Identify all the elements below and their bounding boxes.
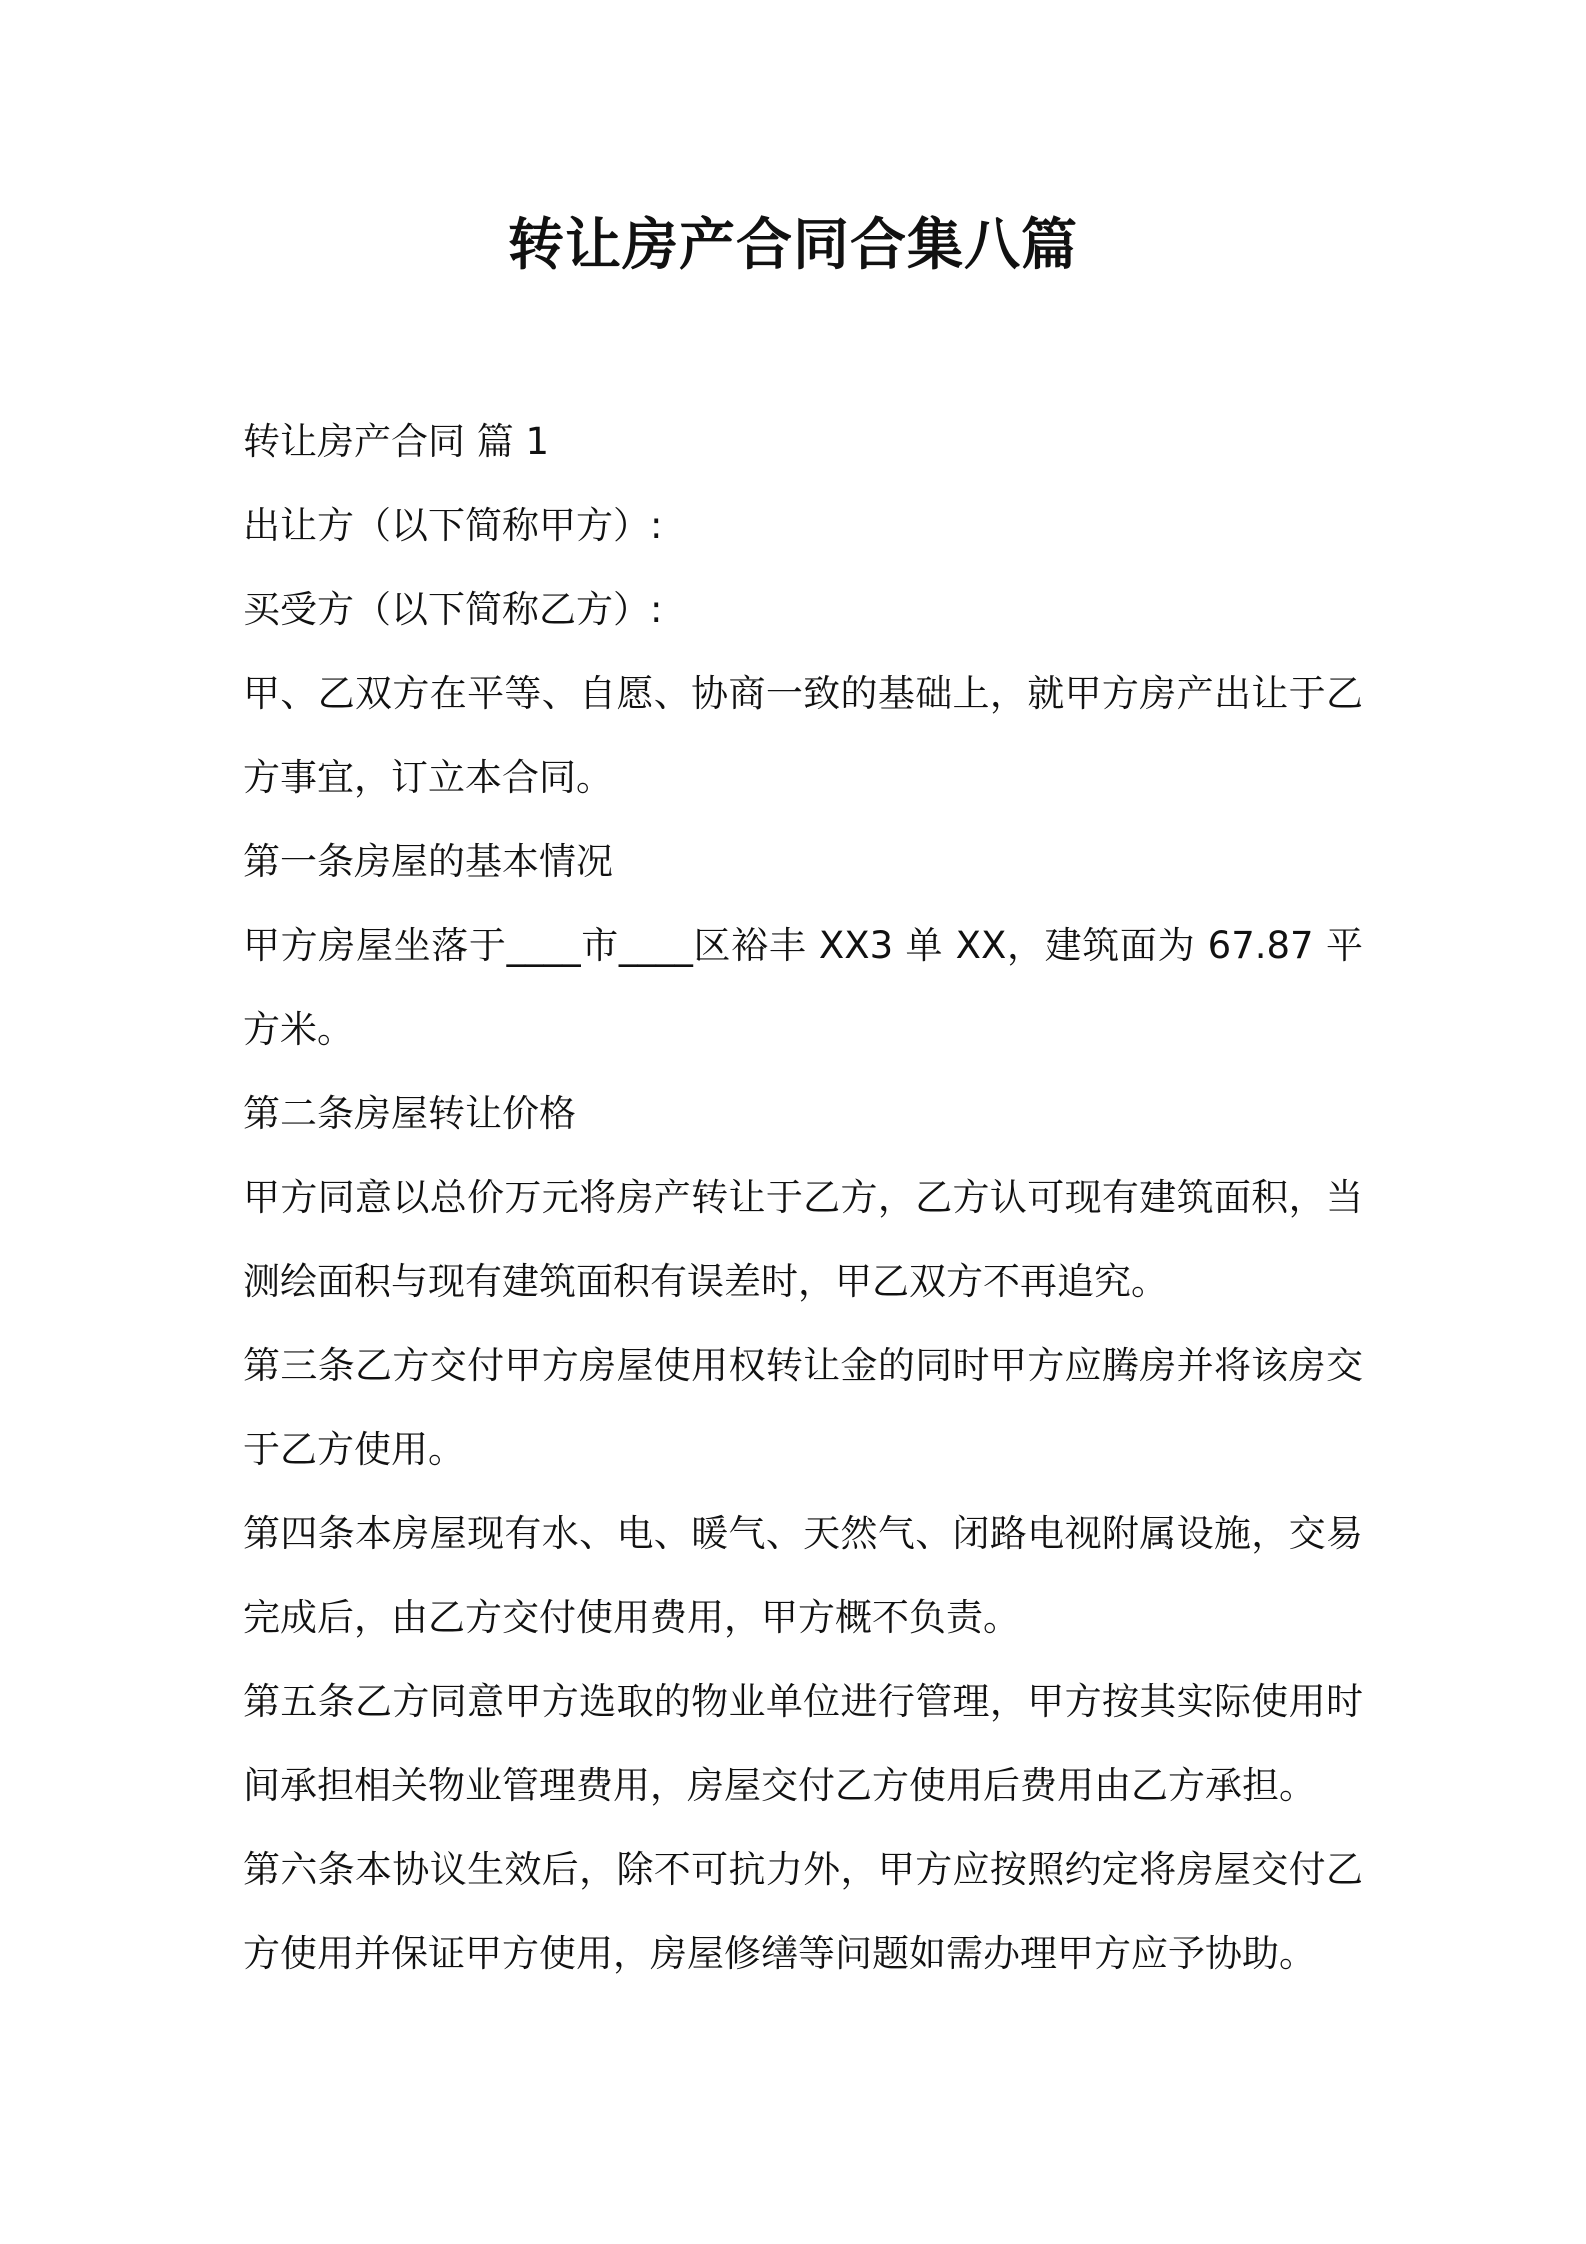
article-4-paragraph: 第四条本房屋现有水、电、暖气、天然气、闭路电视附属设施，交易完成后，由乙方交付使用费用，甲方概不负责。 — [243, 1512, 1363, 1639]
article-6-paragraph: 第六条本协议生效后，除不可抗力外，甲方应按照约定将房屋交付乙方使用并保证甲方使用，房屋修缮等问题如需办理甲方应予协助。 — [243, 1848, 1363, 1975]
document-title: 转让房产合同合集八篇 — [508, 213, 1078, 278]
preamble-paragraph: 甲、乙双方在平等、自愿、协商一致的基础上，就甲方房产出让于乙方事宜，订立本合同。 — [243, 672, 1363, 799]
seller-line: 出让方（以下简称甲方）: — [243, 504, 663, 547]
article-2-paragraph: 甲方同意以总价万元将房产转让于乙方，乙方认可现有建筑面积，当测绘面积与现有建筑面积有误差时，甲乙双方不再追究。 — [243, 1176, 1363, 1303]
article-1-heading: 第一条房屋的基本情况 — [243, 840, 613, 883]
article-3-paragraph: 第三条乙方交付甲方房屋使用权转让金的同时甲方应腾房并将该房交于乙方使用。 — [243, 1344, 1363, 1471]
section-heading: 转让房产合同 篇 1 — [243, 420, 550, 463]
article-2-heading: 第二条房屋转让价格 — [243, 1092, 576, 1135]
document-body — [243, 400, 1363, 1996]
article-1-paragraph: 甲方房屋坐落于____市____区裕丰 XX3 单 XX，建筑面为 67.87 平方米。 — [243, 924, 1363, 1051]
article-5-paragraph: 第五条乙方同意甲方选取的物业单位进行管理，甲方按其实际使用时间承担相关物业管理费用，房屋交付乙方使用后费用由乙方承担。 — [243, 1680, 1363, 1807]
buyer-line: 买受方（以下简称乙方）: — [243, 588, 663, 631]
